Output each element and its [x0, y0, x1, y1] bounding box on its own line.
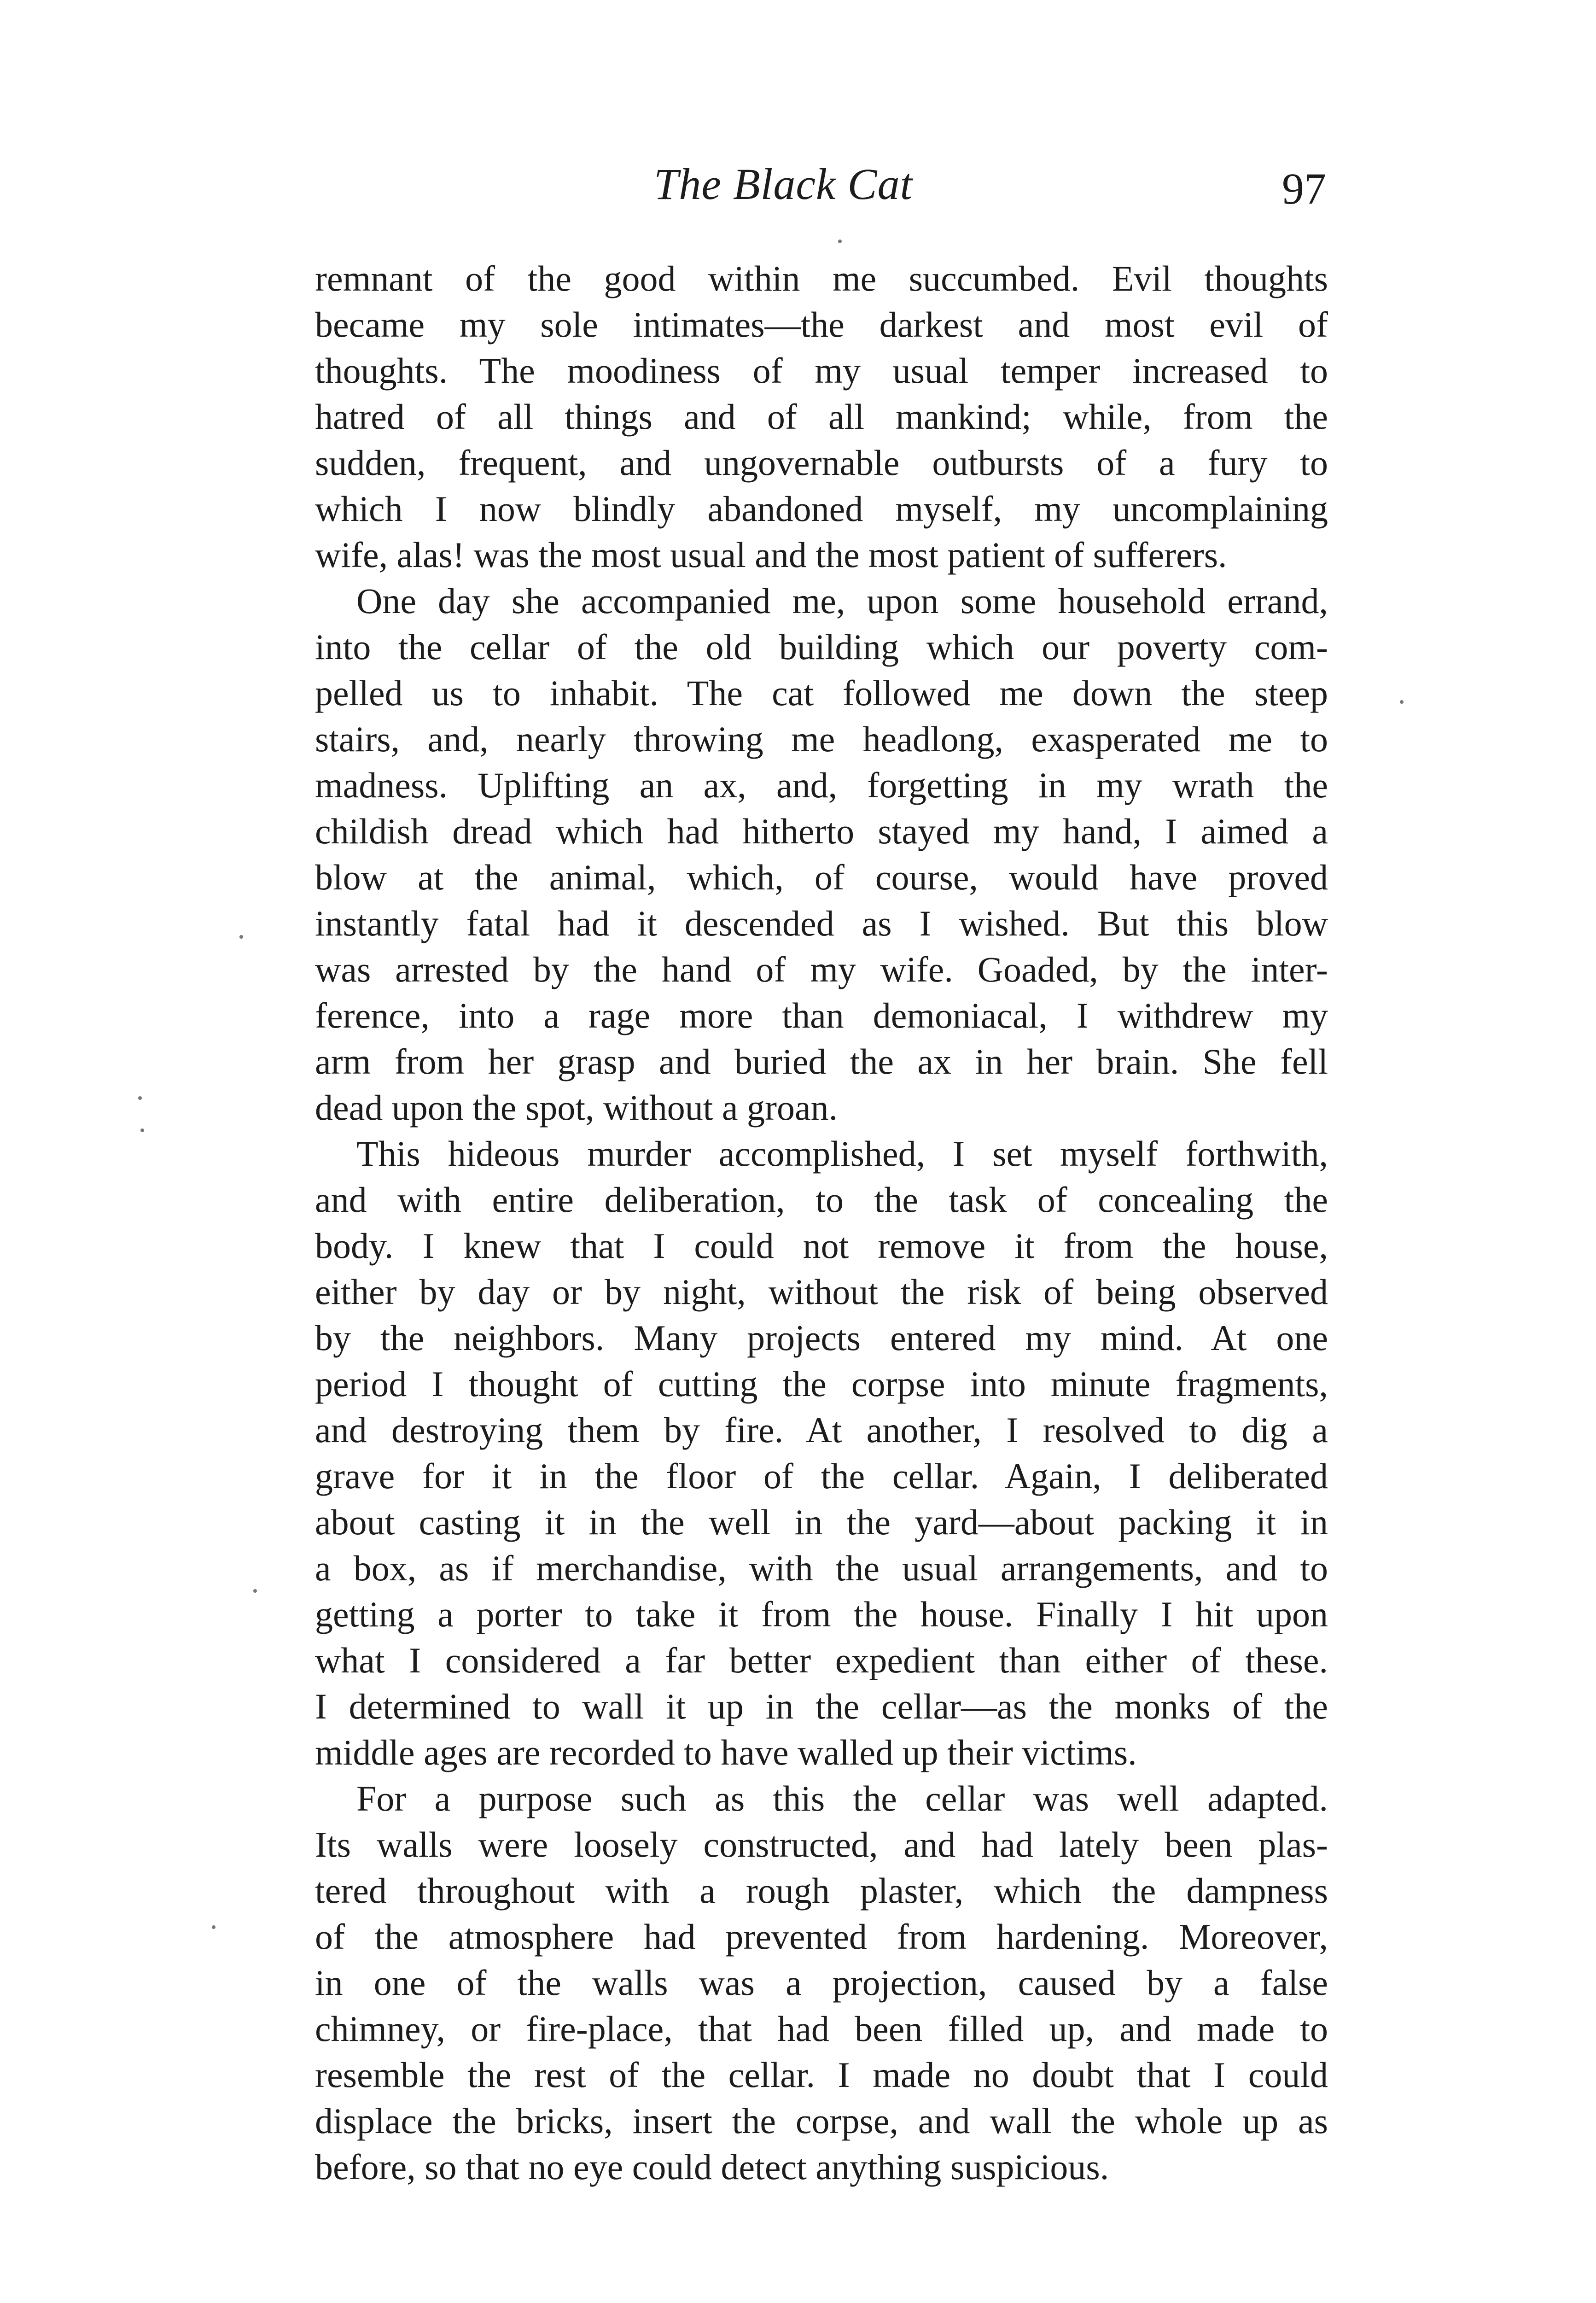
paragraph: [315, 1131, 1328, 1776]
text-line: wife, alas! was the most usual and the most patient of sufferers.: [315, 535, 1227, 575]
text-line: about casting it in the well in the yard—about packing it in: [315, 1502, 1328, 1542]
text-line: a box, as if merchandise, with the usual arrangements, and to: [315, 1548, 1328, 1588]
text-line: One day she accompanied me, upon some household errand,: [356, 581, 1328, 621]
text-line: which I now blindly abandoned myself, my uncomplaining: [315, 489, 1328, 529]
text-line: either by day or by night, without the risk of being observed: [315, 1272, 1328, 1312]
text-line: in one of the walls was a projection, caused by a false: [315, 1963, 1328, 2003]
text-line: before, so that no eye could detect anything suspicious.: [315, 2147, 1109, 2187]
body-text: [315, 256, 1328, 2190]
text-line: middle ages are recorded to have walled up their victims.: [315, 1732, 1137, 1772]
text-line: thoughts. The moodiness of my usual temper increased to: [315, 351, 1328, 391]
paper-speck: [212, 1925, 216, 1929]
text-line: instantly fatal had it descended as I wished. But this blow: [315, 903, 1328, 943]
text-line: grave for it in the floor of the cellar. Again, I deliberated: [315, 1456, 1328, 1496]
text-line: resemble the rest of the cellar. I made no doubt that I could: [315, 2055, 1328, 2095]
text-line: period I thought of cutting the corpse into minute fragments,: [315, 1364, 1328, 1404]
text-line: chimney, or fire-place, that had been filled up, and made to: [315, 2009, 1328, 2049]
text-line: sudden, frequent, and ungovernable outbursts of a fury to: [315, 443, 1328, 483]
text-line: getting a porter to take it from the house. Finally I hit upon: [315, 1594, 1328, 1634]
text-line: by the neighbors. Many projects entered my mind. At one: [315, 1318, 1328, 1358]
text-line: childish dread which had hitherto stayed my hand, I aimed a: [315, 811, 1328, 851]
text-line: arm from her grasp and buried the ax in her brain. She fell: [315, 1041, 1328, 1081]
text-line: and with entire deliberation, to the task of concealing the: [315, 1180, 1328, 1220]
paper-speck: [253, 1589, 257, 1593]
text-line: of the atmosphere had prevented from hardening. Moreover,: [315, 1917, 1328, 1957]
running-head: [313, 157, 1326, 226]
text-line: madness. Uplifting an ax, and, forgetting in my wrath the: [315, 765, 1328, 805]
paper-speck: [140, 1128, 144, 1132]
text-line: This hideous murder accomplished, I set myself forthwith,: [356, 1134, 1328, 1174]
text-line: For a purpose such as this the cellar was well adapted.: [356, 1778, 1328, 1818]
paragraph: [315, 578, 1328, 1131]
text-line: displace the bricks, insert the corpse, and wall the whole up as: [315, 2101, 1328, 2141]
text-line: what I considered a far better expedient than either of these.: [315, 1640, 1328, 1680]
text-line: was arrested by the hand of my wife. Goaded, by the inter-: [315, 949, 1328, 989]
text-line: dead upon the spot, without a groan.: [315, 1087, 838, 1128]
paper-speck: [239, 935, 243, 939]
text-line: body. I knew that I could not remove it from the house,: [315, 1226, 1328, 1266]
page-number: 97: [1282, 164, 1326, 213]
text-line: into the cellar of the old building which our poverty com-: [315, 627, 1328, 667]
text-line: Its walls were loosely constructed, and had lately been plas-: [315, 1824, 1328, 1865]
paragraph: [315, 1776, 1328, 2190]
text-line: tered throughout with a rough plaster, which the dampness: [315, 1870, 1328, 1911]
text-line: became my sole intimates—the darkest and most evil of: [315, 304, 1328, 345]
text-line: I determined to wall it up in the cellar—as the monks of the: [315, 1686, 1328, 1726]
paper-speck: [1400, 700, 1404, 704]
text-line: ference, into a rage more than demoniacal, I withdrew my: [315, 995, 1328, 1035]
paper-speck: [838, 240, 842, 243]
text-line: stairs, and, nearly throwing me headlong, exasperated me to: [315, 719, 1328, 759]
paper-speck: [138, 1096, 142, 1100]
text-line: hatred of all things and of all mankind; while, from the: [315, 397, 1328, 437]
text-line: and destroying them by fire. At another, I resolved to dig a: [315, 1410, 1328, 1450]
running-title: The Black Cat: [654, 159, 913, 209]
text-line: pelled us to inhabit. The cat followed me down the steep: [315, 673, 1328, 713]
text-line: remnant of the good within me succumbed. Evil thoughts: [315, 258, 1328, 298]
text-line: blow at the animal, which, of course, would have proved: [315, 857, 1328, 897]
paragraph: [315, 256, 1328, 578]
